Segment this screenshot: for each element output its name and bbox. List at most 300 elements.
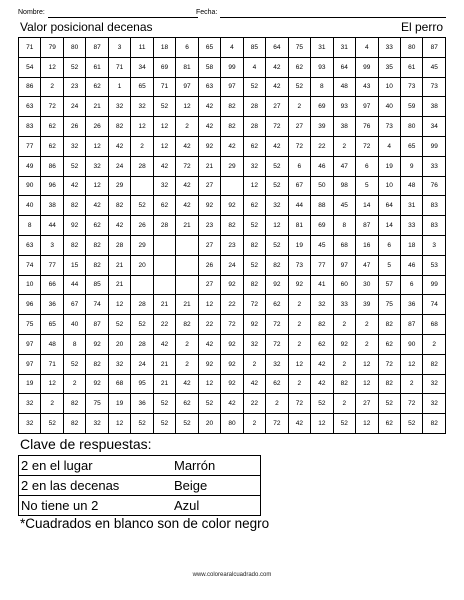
grid-cell[interactable]: 4 (378, 136, 400, 156)
grid-cell[interactable]: 12 (288, 354, 310, 374)
grid-cell[interactable]: 14 (378, 216, 400, 236)
grid-cell-blank[interactable] (221, 176, 243, 196)
grid-cell[interactable]: 74 (19, 255, 41, 275)
grid-cell[interactable]: 62 (86, 216, 108, 236)
grid-cell[interactable]: 62 (86, 77, 108, 97)
grid-cell[interactable]: 82 (243, 235, 265, 255)
grid-cell[interactable]: 29 (221, 156, 243, 176)
grid-cell[interactable]: 68 (333, 235, 355, 255)
grid-cell[interactable]: 29 (108, 176, 130, 196)
grid-cell[interactable]: 14 (356, 196, 378, 216)
grid-cell[interactable]: 86 (19, 77, 41, 97)
grid-cell[interactable]: 83 (423, 196, 446, 216)
grid-cell[interactable]: 72 (288, 136, 310, 156)
grid-cell[interactable]: 92 (198, 354, 220, 374)
grid-cell[interactable]: 42 (198, 117, 220, 137)
grid-cell[interactable]: 12 (198, 374, 220, 394)
grid-cell[interactable]: 26 (63, 117, 85, 137)
grid-cell[interactable]: 24 (108, 156, 130, 176)
grid-cell[interactable]: 42 (176, 374, 198, 394)
grid-cell[interactable]: 80 (400, 38, 422, 58)
grid-cell[interactable]: 2 (288, 315, 310, 335)
grid-cell[interactable]: 3 (41, 235, 63, 255)
grid-cell[interactable]: 75 (288, 38, 310, 58)
grid-cell[interactable]: 92 (243, 315, 265, 335)
grid-cell[interactable]: 92 (221, 196, 243, 216)
grid-cell[interactable]: 32 (153, 176, 175, 196)
grid-cell[interactable]: 82 (86, 255, 108, 275)
grid-cell[interactable]: 32 (423, 394, 446, 414)
grid-cell[interactable]: 27 (198, 235, 220, 255)
grid-cell[interactable]: 82 (333, 374, 355, 394)
grid-cell[interactable]: 42 (153, 334, 175, 354)
grid-cell[interactable]: 2 (176, 117, 198, 137)
grid-cell[interactable]: 90 (19, 176, 41, 196)
grid-cell[interactable]: 2 (333, 394, 355, 414)
grid-cell[interactable]: 34 (423, 117, 446, 137)
grid-cell[interactable]: 11 (131, 38, 153, 58)
grid-cell[interactable]: 26 (86, 117, 108, 137)
grid-cell[interactable]: 76 (356, 117, 378, 137)
grid-cell[interactable]: 32 (86, 156, 108, 176)
grid-cell[interactable]: 32 (423, 374, 446, 394)
grid-cell[interactable]: 8 (311, 77, 333, 97)
grid-cell[interactable]: 28 (153, 216, 175, 236)
grid-cell[interactable]: 32 (243, 156, 265, 176)
grid-cell[interactable]: 52 (288, 77, 310, 97)
grid-cell[interactable]: 23 (221, 235, 243, 255)
grid-cell[interactable]: 65 (198, 38, 220, 58)
grid-cell[interactable]: 99 (423, 275, 446, 295)
grid-cell[interactable]: 19 (378, 156, 400, 176)
grid-cell[interactable]: 21 (86, 97, 108, 117)
grid-cell[interactable]: 64 (333, 57, 355, 77)
grid-cell[interactable]: 92 (288, 275, 310, 295)
grid-cell[interactable]: 52 (243, 216, 265, 236)
grid-cell[interactable]: 54 (19, 57, 41, 77)
grid-cell[interactable]: 52 (400, 414, 422, 434)
grid-cell[interactable]: 95 (131, 374, 153, 394)
grid-cell[interactable]: 82 (63, 235, 85, 255)
grid-cell[interactable]: 22 (221, 295, 243, 315)
grid-cell[interactable]: 12 (131, 117, 153, 137)
grid-cell[interactable]: 82 (86, 235, 108, 255)
grid-cell[interactable]: 32 (86, 414, 108, 434)
name-line[interactable] (48, 17, 198, 18)
grid-cell[interactable]: 52 (63, 156, 85, 176)
grid-cell[interactable]: 22 (153, 315, 175, 335)
grid-cell[interactable]: 42 (108, 216, 130, 236)
grid-cell[interactable]: 32 (243, 334, 265, 354)
grid-cell[interactable]: 28 (108, 235, 130, 255)
grid-cell[interactable]: 76 (423, 176, 446, 196)
grid-cell[interactable]: 27 (288, 117, 310, 137)
grid-cell[interactable]: 87 (423, 38, 446, 58)
grid-cell[interactable]: 52 (243, 77, 265, 97)
grid-cell[interactable]: 2 (333, 354, 355, 374)
grid-cell[interactable]: 42 (176, 136, 198, 156)
grid-cell[interactable]: 73 (423, 77, 446, 97)
grid-cell[interactable]: 23 (63, 77, 85, 97)
grid-cell[interactable]: 45 (333, 196, 355, 216)
grid-cell[interactable]: 21 (108, 275, 130, 295)
grid-cell[interactable]: 63 (19, 235, 41, 255)
grid-cell[interactable]: 2 (288, 374, 310, 394)
grid-cell[interactable]: 32 (108, 97, 130, 117)
grid-cell[interactable]: 92 (221, 374, 243, 394)
grid-cell[interactable]: 36 (400, 295, 422, 315)
grid-cell[interactable]: 45 (311, 235, 333, 255)
grid-cell[interactable]: 64 (378, 196, 400, 216)
grid-cell[interactable]: 52 (131, 414, 153, 434)
grid-cell[interactable]: 42 (266, 136, 288, 156)
grid-cell[interactable]: 12 (41, 374, 63, 394)
grid-cell[interactable]: 93 (333, 97, 355, 117)
grid-cell[interactable]: 82 (221, 97, 243, 117)
grid-cell[interactable]: 60 (333, 275, 355, 295)
grid-cell[interactable]: 82 (378, 374, 400, 394)
grid-cell[interactable]: 92 (221, 354, 243, 374)
grid-cell-blank[interactable] (131, 275, 153, 295)
grid-cell[interactable]: 52 (153, 97, 175, 117)
grid-cell-blank[interactable] (176, 235, 198, 255)
grid-cell[interactable]: 18 (400, 235, 422, 255)
grid-cell[interactable]: 2 (400, 374, 422, 394)
grid-cell[interactable]: 82 (266, 255, 288, 275)
grid-cell[interactable]: 40 (19, 196, 41, 216)
grid-cell[interactable]: 6 (288, 156, 310, 176)
grid-cell[interactable]: 27 (356, 394, 378, 414)
grid-cell[interactable]: 80 (221, 414, 243, 434)
grid-cell[interactable]: 28 (131, 295, 153, 315)
grid-cell[interactable]: 6 (378, 235, 400, 255)
grid-cell[interactable]: 82 (423, 414, 446, 434)
grid-cell[interactable]: 2 (288, 97, 310, 117)
grid-cell[interactable]: 66 (41, 275, 63, 295)
grid-cell[interactable]: 83 (423, 216, 446, 236)
grid-cell[interactable]: 99 (423, 136, 446, 156)
grid-cell[interactable]: 82 (221, 216, 243, 236)
grid-cell[interactable]: 42 (198, 97, 220, 117)
grid-cell[interactable]: 42 (86, 196, 108, 216)
grid-cell[interactable]: 62 (266, 295, 288, 315)
grid-cell[interactable]: 87 (86, 315, 108, 335)
grid-cell[interactable]: 6 (176, 38, 198, 58)
grid-cell[interactable]: 72 (266, 414, 288, 434)
grid-cell[interactable]: 36 (131, 394, 153, 414)
grid-cell[interactable]: 62 (243, 136, 265, 156)
grid-cell[interactable]: 45 (423, 57, 446, 77)
grid-cell[interactable]: 21 (108, 255, 130, 275)
grid-cell[interactable]: 48 (400, 176, 422, 196)
date-line[interactable] (220, 17, 446, 18)
grid-cell[interactable]: 72 (243, 295, 265, 315)
grid-cell[interactable]: 72 (266, 117, 288, 137)
grid-cell[interactable]: 3 (423, 235, 446, 255)
grid-cell[interactable]: 31 (333, 38, 355, 58)
grid-cell[interactable]: 24 (221, 255, 243, 275)
grid-cell[interactable]: 80 (400, 117, 422, 137)
grid-cell[interactable]: 80 (63, 38, 85, 58)
grid-cell[interactable]: 12 (41, 57, 63, 77)
grid-cell[interactable]: 12 (86, 176, 108, 196)
grid-cell[interactable]: 68 (423, 315, 446, 335)
grid-cell[interactable]: 81 (288, 216, 310, 236)
grid-cell[interactable]: 87 (400, 315, 422, 335)
grid-cell[interactable]: 65 (400, 136, 422, 156)
grid-cell[interactable]: 2 (41, 394, 63, 414)
grid-cell[interactable]: 19 (19, 374, 41, 394)
grid-cell[interactable]: 34 (131, 57, 153, 77)
grid-cell[interactable]: 82 (63, 196, 85, 216)
grid-cell[interactable]: 40 (63, 315, 85, 335)
grid-cell[interactable]: 62 (288, 57, 310, 77)
grid-cell[interactable]: 2 (131, 136, 153, 156)
grid-cell[interactable]: 30 (356, 275, 378, 295)
grid-cell[interactable]: 71 (153, 77, 175, 97)
grid-cell[interactable]: 64 (266, 38, 288, 58)
grid-cell[interactable]: 42 (198, 334, 220, 354)
grid-cell[interactable]: 4 (356, 38, 378, 58)
grid-cell[interactable]: 22 (243, 394, 265, 414)
grid-cell[interactable]: 42 (221, 136, 243, 156)
grid-cell[interactable]: 49 (19, 156, 41, 176)
grid-cell[interactable]: 52 (266, 176, 288, 196)
grid-cell-blank[interactable] (131, 176, 153, 196)
grid-cell[interactable]: 2 (288, 334, 310, 354)
grid-cell[interactable]: 1 (108, 77, 130, 97)
grid-cell[interactable]: 82 (243, 275, 265, 295)
grid-cell[interactable]: 52 (378, 394, 400, 414)
grid-cell[interactable]: 97 (333, 255, 355, 275)
grid-cell[interactable]: 52 (311, 394, 333, 414)
grid-cell[interactable]: 86 (41, 156, 63, 176)
grid-cell[interactable]: 82 (176, 315, 198, 335)
grid-cell[interactable]: 82 (108, 196, 130, 216)
grid-cell[interactable]: 65 (41, 315, 63, 335)
grid-cell[interactable]: 62 (378, 334, 400, 354)
grid-cell[interactable]: 72 (41, 97, 63, 117)
grid-cell[interactable]: 8 (333, 216, 355, 236)
grid-cell[interactable]: 4 (243, 57, 265, 77)
grid-cell[interactable]: 69 (311, 216, 333, 236)
grid-cell[interactable]: 63 (198, 77, 220, 97)
grid-cell[interactable]: 2 (356, 334, 378, 354)
grid-cell[interactable]: 98 (333, 176, 355, 196)
grid-cell[interactable]: 92 (333, 334, 355, 354)
grid-cell[interactable]: 42 (311, 374, 333, 394)
grid-cell[interactable]: 12 (311, 414, 333, 434)
grid-cell[interactable]: 99 (221, 57, 243, 77)
grid-cell[interactable]: 61 (400, 57, 422, 77)
grid-cell[interactable]: 3 (108, 38, 130, 58)
grid-cell[interactable]: 12 (86, 136, 108, 156)
grid-cell[interactable]: 9 (400, 156, 422, 176)
grid-cell[interactable]: 8 (19, 216, 41, 236)
grid-cell[interactable]: 87 (356, 216, 378, 236)
grid-cell[interactable]: 57 (378, 275, 400, 295)
grid-cell[interactable]: 47 (333, 156, 355, 176)
grid-cell[interactable]: 31 (400, 196, 422, 216)
grid-cell[interactable]: 28 (131, 156, 153, 176)
grid-cell[interactable]: 26 (131, 216, 153, 236)
grid-cell[interactable]: 2 (423, 334, 446, 354)
grid-cell[interactable]: 33 (333, 295, 355, 315)
grid-cell[interactable]: 77 (311, 255, 333, 275)
grid-cell[interactable]: 62 (153, 196, 175, 216)
grid-cell[interactable]: 42 (311, 354, 333, 374)
grid-cell[interactable]: 32 (131, 97, 153, 117)
grid-cell[interactable]: 21 (153, 354, 175, 374)
grid-cell[interactable]: 12 (153, 117, 175, 137)
grid-cell[interactable]: 68 (108, 374, 130, 394)
grid-cell[interactable]: 62 (176, 394, 198, 414)
grid-cell[interactable]: 36 (41, 295, 63, 315)
grid-cell[interactable]: 90 (400, 334, 422, 354)
grid-cell[interactable]: 75 (19, 315, 41, 335)
grid-cell[interactable]: 77 (41, 255, 63, 275)
grid-cell[interactable]: 52 (333, 414, 355, 434)
grid-cell[interactable]: 12 (176, 97, 198, 117)
grid-cell[interactable]: 96 (41, 176, 63, 196)
grid-cell[interactable]: 72 (266, 334, 288, 354)
grid-cell[interactable]: 85 (86, 275, 108, 295)
grid-cell[interactable]: 71 (41, 354, 63, 374)
grid-cell[interactable]: 97 (356, 97, 378, 117)
grid-cell[interactable]: 32 (19, 394, 41, 414)
grid-cell[interactable]: 12 (108, 414, 130, 434)
grid-cell[interactable]: 67 (63, 295, 85, 315)
grid-cell[interactable]: 12 (243, 176, 265, 196)
grid-cell[interactable]: 52 (243, 255, 265, 275)
grid-cell[interactable]: 92 (198, 136, 220, 156)
grid-cell[interactable]: 2 (333, 136, 355, 156)
grid-cell[interactable]: 52 (153, 414, 175, 434)
grid-cell[interactable]: 87 (86, 38, 108, 58)
grid-cell[interactable]: 82 (378, 315, 400, 335)
grid-cell[interactable]: 61 (86, 57, 108, 77)
grid-cell[interactable]: 5 (356, 176, 378, 196)
grid-cell[interactable]: 73 (400, 77, 422, 97)
grid-cell[interactable]: 16 (356, 235, 378, 255)
grid-cell[interactable]: 15 (63, 255, 85, 275)
grid-cell[interactable]: 62 (41, 117, 63, 137)
grid-cell[interactable]: 5 (378, 255, 400, 275)
grid-cell[interactable]: 72 (176, 156, 198, 176)
grid-cell-blank[interactable] (153, 235, 175, 255)
grid-cell[interactable]: 44 (41, 216, 63, 236)
grid-cell[interactable]: 46 (400, 255, 422, 275)
grid-cell[interactable]: 12 (356, 414, 378, 434)
grid-cell[interactable]: 97 (19, 354, 41, 374)
grid-cell[interactable]: 42 (108, 136, 130, 156)
grid-cell[interactable]: 42 (153, 156, 175, 176)
grid-cell[interactable]: 6 (356, 156, 378, 176)
grid-cell[interactable]: 20 (198, 414, 220, 434)
grid-cell[interactable]: 27 (198, 176, 220, 196)
grid-cell[interactable]: 31 (311, 38, 333, 58)
grid-cell[interactable]: 93 (311, 57, 333, 77)
grid-cell[interactable]: 22 (198, 315, 220, 335)
grid-cell[interactable]: 69 (153, 57, 175, 77)
grid-cell[interactable]: 26 (198, 255, 220, 275)
grid-cell[interactable]: 28 (131, 334, 153, 354)
grid-cell[interactable]: 33 (378, 38, 400, 58)
grid-cell[interactable]: 52 (41, 414, 63, 434)
grid-cell[interactable]: 32 (266, 354, 288, 374)
grid-cell[interactable]: 32 (266, 196, 288, 216)
grid-cell[interactable]: 62 (311, 334, 333, 354)
grid-cell[interactable]: 52 (198, 394, 220, 414)
grid-cell[interactable]: 42 (221, 394, 243, 414)
grid-cell[interactable]: 44 (288, 196, 310, 216)
grid-cell[interactable]: 35 (378, 57, 400, 77)
grid-cell[interactable]: 12 (266, 216, 288, 236)
grid-cell[interactable]: 52 (63, 354, 85, 374)
grid-cell[interactable]: 12 (153, 136, 175, 156)
grid-cell[interactable]: 20 (108, 334, 130, 354)
grid-cell[interactable]: 2 (41, 77, 63, 97)
grid-cell[interactable]: 10 (19, 275, 41, 295)
grid-cell-blank[interactable] (176, 275, 198, 295)
grid-cell[interactable]: 52 (266, 235, 288, 255)
grid-cell[interactable]: 75 (378, 295, 400, 315)
grid-cell[interactable]: 79 (41, 38, 63, 58)
grid-cell[interactable]: 52 (131, 196, 153, 216)
grid-cell[interactable]: 21 (153, 374, 175, 394)
grid-cell[interactable]: 38 (41, 196, 63, 216)
grid-cell[interactable]: 12 (198, 295, 220, 315)
grid-cell[interactable]: 92 (221, 334, 243, 354)
grid-cell[interactable]: 52 (266, 156, 288, 176)
grid-cell[interactable]: 24 (131, 354, 153, 374)
grid-cell[interactable]: 43 (356, 77, 378, 97)
grid-cell[interactable]: 82 (423, 354, 446, 374)
grid-cell[interactable]: 47 (356, 255, 378, 275)
grid-cell[interactable]: 20 (131, 255, 153, 275)
grid-cell[interactable]: 99 (356, 57, 378, 77)
grid-cell[interactable]: 59 (400, 97, 422, 117)
grid-cell-blank[interactable] (153, 255, 175, 275)
grid-cell[interactable]: 96 (19, 295, 41, 315)
grid-cell[interactable]: 38 (333, 117, 355, 137)
grid-cell[interactable]: 29 (131, 235, 153, 255)
grid-cell[interactable]: 10 (378, 77, 400, 97)
grid-cell[interactable]: 21 (176, 295, 198, 315)
grid-cell-blank[interactable] (153, 275, 175, 295)
grid-cell[interactable]: 42 (176, 196, 198, 216)
grid-cell[interactable]: 58 (198, 57, 220, 77)
grid-cell[interactable]: 42 (243, 374, 265, 394)
grid-cell[interactable]: 88 (311, 196, 333, 216)
grid-cell[interactable]: 23 (198, 216, 220, 236)
grid-cell[interactable]: 73 (378, 117, 400, 137)
grid-cell[interactable]: 21 (198, 156, 220, 176)
grid-cell[interactable]: 39 (356, 295, 378, 315)
grid-cell[interactable]: 71 (19, 38, 41, 58)
grid-cell[interactable]: 65 (131, 77, 153, 97)
grid-cell[interactable]: 85 (243, 38, 265, 58)
grid-cell[interactable]: 92 (86, 374, 108, 394)
grid-cell[interactable]: 32 (63, 136, 85, 156)
grid-cell[interactable]: 52 (108, 315, 130, 335)
grid-cell[interactable]: 32 (108, 354, 130, 374)
grid-cell[interactable]: 72 (288, 394, 310, 414)
grid-cell[interactable]: 42 (176, 176, 198, 196)
grid-cell[interactable]: 24 (63, 97, 85, 117)
grid-cell[interactable]: 92 (221, 275, 243, 295)
grid-cell[interactable]: 40 (378, 97, 400, 117)
